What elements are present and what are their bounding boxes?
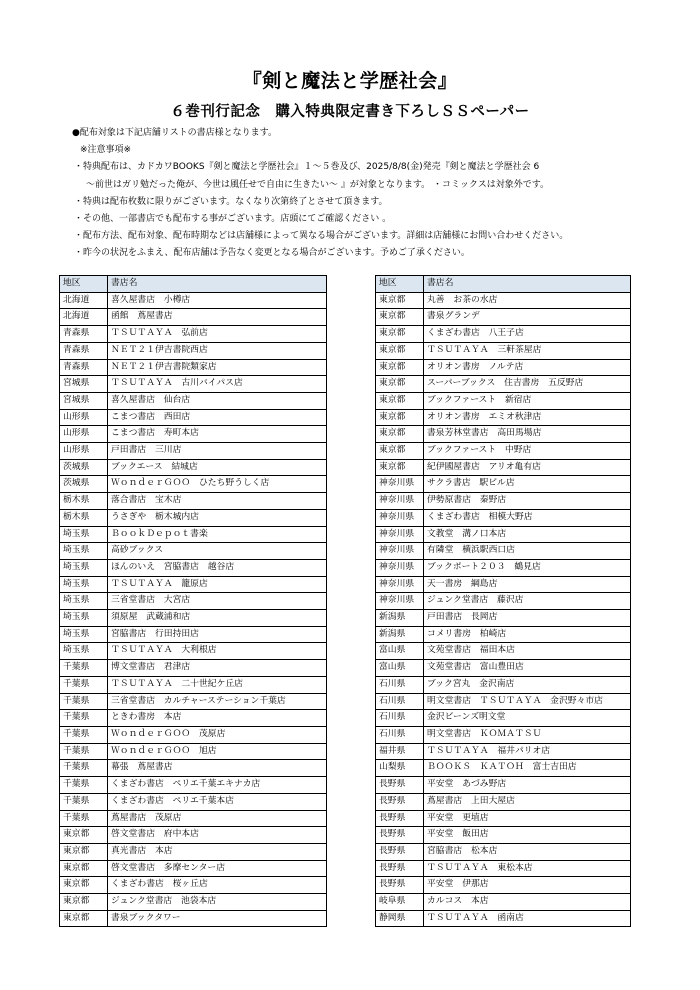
store-name-cell: 書泉グランデ bbox=[424, 309, 631, 326]
store-name-cell: ジュンク堂書店 藤沢店 bbox=[424, 593, 631, 610]
table-row bbox=[376, 676, 631, 693]
table-row bbox=[60, 643, 327, 660]
table-header-row bbox=[376, 276, 631, 293]
table-row bbox=[376, 626, 631, 643]
table-row bbox=[376, 443, 631, 460]
region-cell: 青森県 bbox=[60, 326, 108, 343]
store-name-cell: ＮＥＴ２１伊吉書院西店 bbox=[108, 342, 327, 359]
note-target-books: ・特典配布は、カドカワBOOKS『剣と魔法と学歴社会』１～５巻及び、2025/8/8(金)発売『剣と魔法と学歴社会 6 bbox=[74, 162, 540, 173]
store-name-cell: こまつ書店 西田店 bbox=[108, 409, 327, 426]
table-row bbox=[376, 910, 631, 927]
store-name-cell: 有隣堂 横浜駅西口店 bbox=[424, 543, 631, 560]
store-name-cell: 落合書店 宝木店 bbox=[108, 493, 327, 510]
table-row bbox=[60, 877, 327, 894]
region-cell: 神奈川県 bbox=[376, 493, 424, 510]
store-name-cell: 文教堂 溝ノ口本店 bbox=[424, 526, 631, 543]
note-change-notice: ・昨今の状況をふまえ、配布店舗は予告なく変更となる場合がございます。予めご了承ください。 bbox=[74, 248, 470, 259]
region-cell: 福井県 bbox=[376, 743, 424, 760]
table-row bbox=[376, 894, 631, 911]
table-row bbox=[60, 426, 327, 443]
store-name-cell: ＴＳＵＴＡＹＡ 籠原店 bbox=[108, 576, 327, 593]
table-row bbox=[60, 309, 327, 326]
store-name-cell: くまざわ書店 八王子店 bbox=[424, 326, 631, 343]
region-cell: 北海道 bbox=[60, 292, 108, 309]
table-row bbox=[376, 576, 631, 593]
store-name-cell: 宮脇書店 松本店 bbox=[424, 843, 631, 860]
region-cell: 東京都 bbox=[376, 459, 424, 476]
store-name-cell: ＴＳＵＴＡＹＡ 函南店 bbox=[424, 910, 631, 927]
table-row bbox=[376, 426, 631, 443]
table-row bbox=[376, 777, 631, 794]
table-row bbox=[60, 342, 327, 359]
store-name-cell: 喜久屋書店 仙台店 bbox=[108, 392, 327, 409]
table-row bbox=[60, 760, 327, 777]
region-cell: 埼玉県 bbox=[60, 643, 108, 660]
region-cell: 神奈川県 bbox=[376, 509, 424, 526]
store-name-cell: スーパーブックス 住吉書房 五反野店 bbox=[424, 376, 631, 393]
table-row bbox=[376, 726, 631, 743]
region-cell: 長野県 bbox=[376, 860, 424, 877]
table-row bbox=[376, 593, 631, 610]
store-name-cell: ブックファースト 中野店 bbox=[424, 443, 631, 460]
region-cell: 新潟県 bbox=[376, 626, 424, 643]
table-row bbox=[376, 342, 631, 359]
table-row bbox=[60, 326, 327, 343]
region-cell: 千葉県 bbox=[60, 793, 108, 810]
region-cell: 富山県 bbox=[376, 660, 424, 677]
store-name-cell: 明文堂書店 ＴＳＵＴＡＹＡ 金沢野々市店 bbox=[424, 693, 631, 710]
table-row bbox=[60, 710, 327, 727]
region-cell: 東京都 bbox=[376, 392, 424, 409]
region-cell: 茨城県 bbox=[60, 476, 108, 493]
table-row bbox=[60, 593, 327, 610]
region-cell: 石川県 bbox=[376, 693, 424, 710]
table-row bbox=[60, 409, 327, 426]
note-limited-quantity: ・特典は配布枚数に限りがございます。なくなり次第終了とさせて頂きます。 bbox=[74, 196, 388, 207]
region-cell: 長野県 bbox=[376, 793, 424, 810]
store-name-cell: ＴＳＵＴＡＹＡ 古川バイパス店 bbox=[108, 376, 327, 393]
store-name-cell: くまざわ書店 相模大野店 bbox=[424, 509, 631, 526]
store-name-cell: 伊勢原書店 秦野店 bbox=[424, 493, 631, 510]
store-name-cell: 幕張 蔦屋書店 bbox=[108, 760, 327, 777]
region-cell: 神奈川県 bbox=[376, 476, 424, 493]
store-name-cell: ＴＳＵＴＡＹＡ 二十世紀ケ丘店 bbox=[108, 676, 327, 693]
store-name-cell: ＴＳＵＴＡＹＡ 弘前店 bbox=[108, 326, 327, 343]
region-cell: 東京都 bbox=[376, 443, 424, 460]
region-cell: 千葉県 bbox=[60, 660, 108, 677]
store-name-cell: ＴＳＵＴＡＹＡ 福井パリオ店 bbox=[424, 743, 631, 760]
table-row bbox=[60, 860, 327, 877]
store-name-cell: コメリ書房 柏崎店 bbox=[424, 626, 631, 643]
table-row bbox=[376, 459, 631, 476]
table-row bbox=[60, 626, 327, 643]
note-caution-heading: ※注意事項※ bbox=[80, 145, 132, 156]
store-name-cell: ＮＥＴ２１伊吉書院類家店 bbox=[108, 359, 327, 376]
store-name-cell: ほんのいえ 宮脇書店 越谷店 bbox=[108, 559, 327, 576]
store-name-cell: 戸田書店 三川店 bbox=[108, 443, 327, 460]
store-name-cell: 文苑堂書店 福田本店 bbox=[424, 643, 631, 660]
region-cell: 山形県 bbox=[60, 426, 108, 443]
region-cell: 山梨県 bbox=[376, 760, 424, 777]
region-cell: 長野県 bbox=[376, 777, 424, 794]
table-row bbox=[60, 576, 327, 593]
table-row bbox=[376, 309, 631, 326]
store-name-cell: 蔦屋書店 上田大屋店 bbox=[424, 793, 631, 810]
region-cell: 千葉県 bbox=[60, 710, 108, 727]
region-cell: 東京都 bbox=[376, 359, 424, 376]
store-name-cell: ブック宮丸 金沢南店 bbox=[424, 676, 631, 693]
page-subtitle: ６巻刊行記念 購入特典限定書き下ろしＳＳペーパー bbox=[170, 104, 530, 120]
table-row bbox=[376, 793, 631, 810]
page-title: 『剣と魔法と学歴社会』 bbox=[242, 70, 458, 92]
region-cell: 埼玉県 bbox=[60, 610, 108, 627]
region-cell: 神奈川県 bbox=[376, 576, 424, 593]
store-name-cell: ブックポート２０３ 鶴見店 bbox=[424, 559, 631, 576]
store-name-cell: 啓文堂書店 多摩センター店 bbox=[108, 860, 327, 877]
store-name-cell: ブックファースト 新宿店 bbox=[424, 392, 631, 409]
region-cell: 静岡県 bbox=[376, 910, 424, 927]
region-cell: 東京都 bbox=[60, 877, 108, 894]
table-row bbox=[60, 476, 327, 493]
region-cell: 長野県 bbox=[376, 810, 424, 827]
store-list-table-right bbox=[375, 275, 631, 927]
region-cell: 新潟県 bbox=[376, 610, 424, 627]
region-cell: 千葉県 bbox=[60, 726, 108, 743]
table-row bbox=[60, 443, 327, 460]
store-name-cell: ジュンク堂書店 池袋本店 bbox=[108, 894, 327, 911]
store-name-cell: 書泉ブックタワー bbox=[108, 910, 327, 927]
store-list-table-left bbox=[59, 275, 327, 927]
store-name-cell: 平安堂 伊那店 bbox=[424, 877, 631, 894]
store-name-cell: 蔦屋書店 茂原店 bbox=[108, 810, 327, 827]
region-cell: 岐阜県 bbox=[376, 894, 424, 911]
region-cell: 青森県 bbox=[60, 359, 108, 376]
table-row bbox=[60, 459, 327, 476]
region-cell: 千葉県 bbox=[60, 693, 108, 710]
store-name-cell: 平安堂 更埴店 bbox=[424, 810, 631, 827]
store-name-cell: ＴＳＵＴＡＹＡ 三軒茶屋店 bbox=[424, 342, 631, 359]
table-row bbox=[376, 693, 631, 710]
store-name-cell: 明文堂書店 ＫＯＭＡＴＳＵ bbox=[424, 726, 631, 743]
region-cell: 青森県 bbox=[60, 342, 108, 359]
left-rows-body bbox=[60, 292, 327, 927]
table-row bbox=[60, 526, 327, 543]
table-row bbox=[376, 860, 631, 877]
store-name-cell: ときわ書房 本店 bbox=[108, 710, 327, 727]
table-row bbox=[60, 726, 327, 743]
region-cell: 千葉県 bbox=[60, 743, 108, 760]
region-cell: 山形県 bbox=[60, 443, 108, 460]
region-cell: 埼玉県 bbox=[60, 543, 108, 560]
table-row bbox=[376, 877, 631, 894]
note-distribution-method: ・配布方法、配布対象、配布時期などは店舗様によって異なる場合がございます。詳細は店舗様にお問い合わせください。 bbox=[74, 231, 569, 242]
table-row bbox=[376, 643, 631, 660]
region-cell: 東京都 bbox=[376, 309, 424, 326]
region-cell: 東京都 bbox=[60, 894, 108, 911]
region-cell: 北海道 bbox=[60, 309, 108, 326]
region-cell: 埼玉県 bbox=[60, 559, 108, 576]
store-name-cell: ＷｏｎｄｅｒＧＯＯ ひたち野うしく店 bbox=[108, 476, 327, 493]
table-row bbox=[376, 376, 631, 393]
region-cell: 東京都 bbox=[376, 292, 424, 309]
region-cell: 長野県 bbox=[376, 827, 424, 844]
table-row bbox=[60, 810, 327, 827]
region-cell: 埼玉県 bbox=[60, 593, 108, 610]
region-cell: 神奈川県 bbox=[376, 559, 424, 576]
table-row bbox=[376, 326, 631, 343]
store-name-cell: ＢＯＯＫＳ ＫＡＴＯＨ 富士吉田店 bbox=[424, 760, 631, 777]
region-cell: 千葉県 bbox=[60, 777, 108, 794]
region-cell: 山形県 bbox=[60, 409, 108, 426]
table-row bbox=[60, 292, 327, 309]
table-row bbox=[60, 543, 327, 560]
header-region: 地区 bbox=[376, 276, 424, 293]
region-cell: 神奈川県 bbox=[376, 526, 424, 543]
store-name-cell: ブックエース 結城店 bbox=[108, 459, 327, 476]
note-target-books-cont: ～前世はガリ勉だった俺が、今世は風任せで自由に生きたい～ 』が対象となります。 ・コミックスは対象外です。 bbox=[86, 179, 550, 190]
region-cell: 千葉県 bbox=[60, 810, 108, 827]
table-row bbox=[376, 509, 631, 526]
store-name-cell: 須原屋 武蔵浦和店 bbox=[108, 610, 327, 627]
store-name-cell: くまざわ書店 ペリエ千葉本店 bbox=[108, 793, 327, 810]
store-name-cell: カルコス 本店 bbox=[424, 894, 631, 911]
store-name-cell: ＢｏｏｋＤｅｐｏｔ書楽 bbox=[108, 526, 327, 543]
table-row bbox=[60, 376, 327, 393]
store-name-cell: 文苑堂書店 富山豊田店 bbox=[424, 660, 631, 677]
region-cell: 東京都 bbox=[60, 843, 108, 860]
store-name-cell: 平安堂 あづみ野店 bbox=[424, 777, 631, 794]
store-name-cell: オリオン書房 ノルテ店 bbox=[424, 359, 631, 376]
store-name-cell: ＷｏｎｄｅｒＧＯＯ 旭店 bbox=[108, 743, 327, 760]
table-row bbox=[60, 910, 327, 927]
table-row bbox=[60, 493, 327, 510]
region-cell: 埼玉県 bbox=[60, 626, 108, 643]
table-row bbox=[60, 743, 327, 760]
store-name-cell: ＴＳＵＴＡＹＡ 大利根店 bbox=[108, 643, 327, 660]
table-row bbox=[60, 359, 327, 376]
store-name-cell: 喜久屋書店 小樽店 bbox=[108, 292, 327, 309]
store-name-cell: 啓文堂書店 府中本店 bbox=[108, 827, 327, 844]
region-cell: 茨城県 bbox=[60, 459, 108, 476]
table-row bbox=[60, 793, 327, 810]
table-row bbox=[60, 392, 327, 409]
region-cell: 栃木県 bbox=[60, 493, 108, 510]
note-other-stores: ・その他、一部書店でも配布する事がございます。店頭にてご確認ください 。 bbox=[74, 214, 392, 225]
table-row bbox=[60, 693, 327, 710]
table-row bbox=[60, 843, 327, 860]
table-row bbox=[376, 710, 631, 727]
store-name-cell: くまざわ書店 ペリエ千葉エキナカ店 bbox=[108, 777, 327, 794]
region-cell: 東京都 bbox=[60, 827, 108, 844]
region-cell: 東京都 bbox=[376, 342, 424, 359]
store-name-cell: 博文堂書店 君津店 bbox=[108, 660, 327, 677]
table-row bbox=[60, 559, 327, 576]
region-cell: 埼玉県 bbox=[60, 526, 108, 543]
region-cell: 東京都 bbox=[60, 910, 108, 927]
table-header-row bbox=[60, 276, 327, 293]
table-row bbox=[60, 509, 327, 526]
notes-block bbox=[72, 125, 682, 263]
store-name-cell: ＴＳＵＴＡＹＡ 東松本店 bbox=[424, 860, 631, 877]
region-cell: 富山県 bbox=[376, 643, 424, 660]
store-name-cell: 高砂ブックス bbox=[108, 543, 327, 560]
region-cell: 宮城県 bbox=[60, 392, 108, 409]
table-row bbox=[376, 610, 631, 627]
table-row bbox=[60, 676, 327, 693]
table-row bbox=[376, 292, 631, 309]
table-row bbox=[376, 827, 631, 844]
region-cell: 長野県 bbox=[376, 877, 424, 894]
region-cell: 神奈川県 bbox=[376, 543, 424, 560]
region-cell: 東京都 bbox=[376, 426, 424, 443]
table-row bbox=[60, 894, 327, 911]
store-name-cell: 三省堂書店 カルチャーステーション千葉店 bbox=[108, 693, 327, 710]
table-row bbox=[60, 777, 327, 794]
store-name-cell: 平安堂 飯田店 bbox=[424, 827, 631, 844]
store-name-cell: ＷｏｎｄｅｒＧＯＯ 茂原店 bbox=[108, 726, 327, 743]
store-name-cell: 紀伊國屋書店 アリオ亀有店 bbox=[424, 459, 631, 476]
table-row bbox=[376, 359, 631, 376]
region-cell: 栃木県 bbox=[60, 509, 108, 526]
region-cell: 神奈川県 bbox=[376, 593, 424, 610]
region-cell: 石川県 bbox=[376, 710, 424, 727]
region-cell: 宮城県 bbox=[60, 376, 108, 393]
store-name-cell: オリオン書房 エミオ秋津店 bbox=[424, 409, 631, 426]
store-name-cell: 丸善 お茶の水店 bbox=[424, 292, 631, 309]
table-row bbox=[60, 827, 327, 844]
table-row bbox=[60, 660, 327, 677]
table-row bbox=[376, 743, 631, 760]
store-name-cell: 戸田書店 長岡店 bbox=[424, 610, 631, 627]
table-row bbox=[376, 409, 631, 426]
region-cell: 埼玉県 bbox=[60, 576, 108, 593]
region-cell: 長野県 bbox=[376, 843, 424, 860]
header-store: 書店名 bbox=[424, 276, 631, 293]
right-rows-body bbox=[376, 292, 631, 927]
table-row bbox=[376, 559, 631, 576]
header-region: 地区 bbox=[60, 276, 108, 293]
table-row bbox=[60, 610, 327, 627]
table-row bbox=[376, 526, 631, 543]
store-name-cell: 宮脇書店 行田持田店 bbox=[108, 626, 327, 643]
region-cell: 東京都 bbox=[376, 326, 424, 343]
note-distribution-target: ●配布対象は下記店舗リストの書店様となります。 bbox=[72, 128, 277, 138]
table-row bbox=[376, 543, 631, 560]
store-name-cell: くまざわ書店 桜ヶ丘店 bbox=[108, 877, 327, 894]
table-row bbox=[376, 392, 631, 409]
region-cell: 石川県 bbox=[376, 726, 424, 743]
store-name-cell: サクラ書店 駅ビル店 bbox=[424, 476, 631, 493]
store-name-cell: 三省堂書店 大宮店 bbox=[108, 593, 327, 610]
store-name-cell: 函館 蔦屋書店 bbox=[108, 309, 327, 326]
store-name-cell: 金沢ビーンズ明文堂 bbox=[424, 710, 631, 727]
table-row bbox=[376, 810, 631, 827]
region-cell: 千葉県 bbox=[60, 676, 108, 693]
store-name-cell: 天一書房 綱島店 bbox=[424, 576, 631, 593]
store-name-cell: 真光書店 本店 bbox=[108, 843, 327, 860]
region-cell: 千葉県 bbox=[60, 760, 108, 777]
table-row bbox=[376, 760, 631, 777]
store-name-cell: うさぎや 栃木城内店 bbox=[108, 509, 327, 526]
table-row bbox=[376, 843, 631, 860]
table-row bbox=[376, 476, 631, 493]
table-row bbox=[376, 493, 631, 510]
region-cell: 東京都 bbox=[376, 376, 424, 393]
region-cell: 石川県 bbox=[376, 676, 424, 693]
region-cell: 東京都 bbox=[376, 409, 424, 426]
store-name-cell: こまつ書店 寿町本店 bbox=[108, 426, 327, 443]
region-cell: 東京都 bbox=[60, 860, 108, 877]
header-store: 書店名 bbox=[108, 276, 327, 293]
store-name-cell: 書泉芳林堂書店 高田馬場店 bbox=[424, 426, 631, 443]
table-row bbox=[376, 660, 631, 677]
